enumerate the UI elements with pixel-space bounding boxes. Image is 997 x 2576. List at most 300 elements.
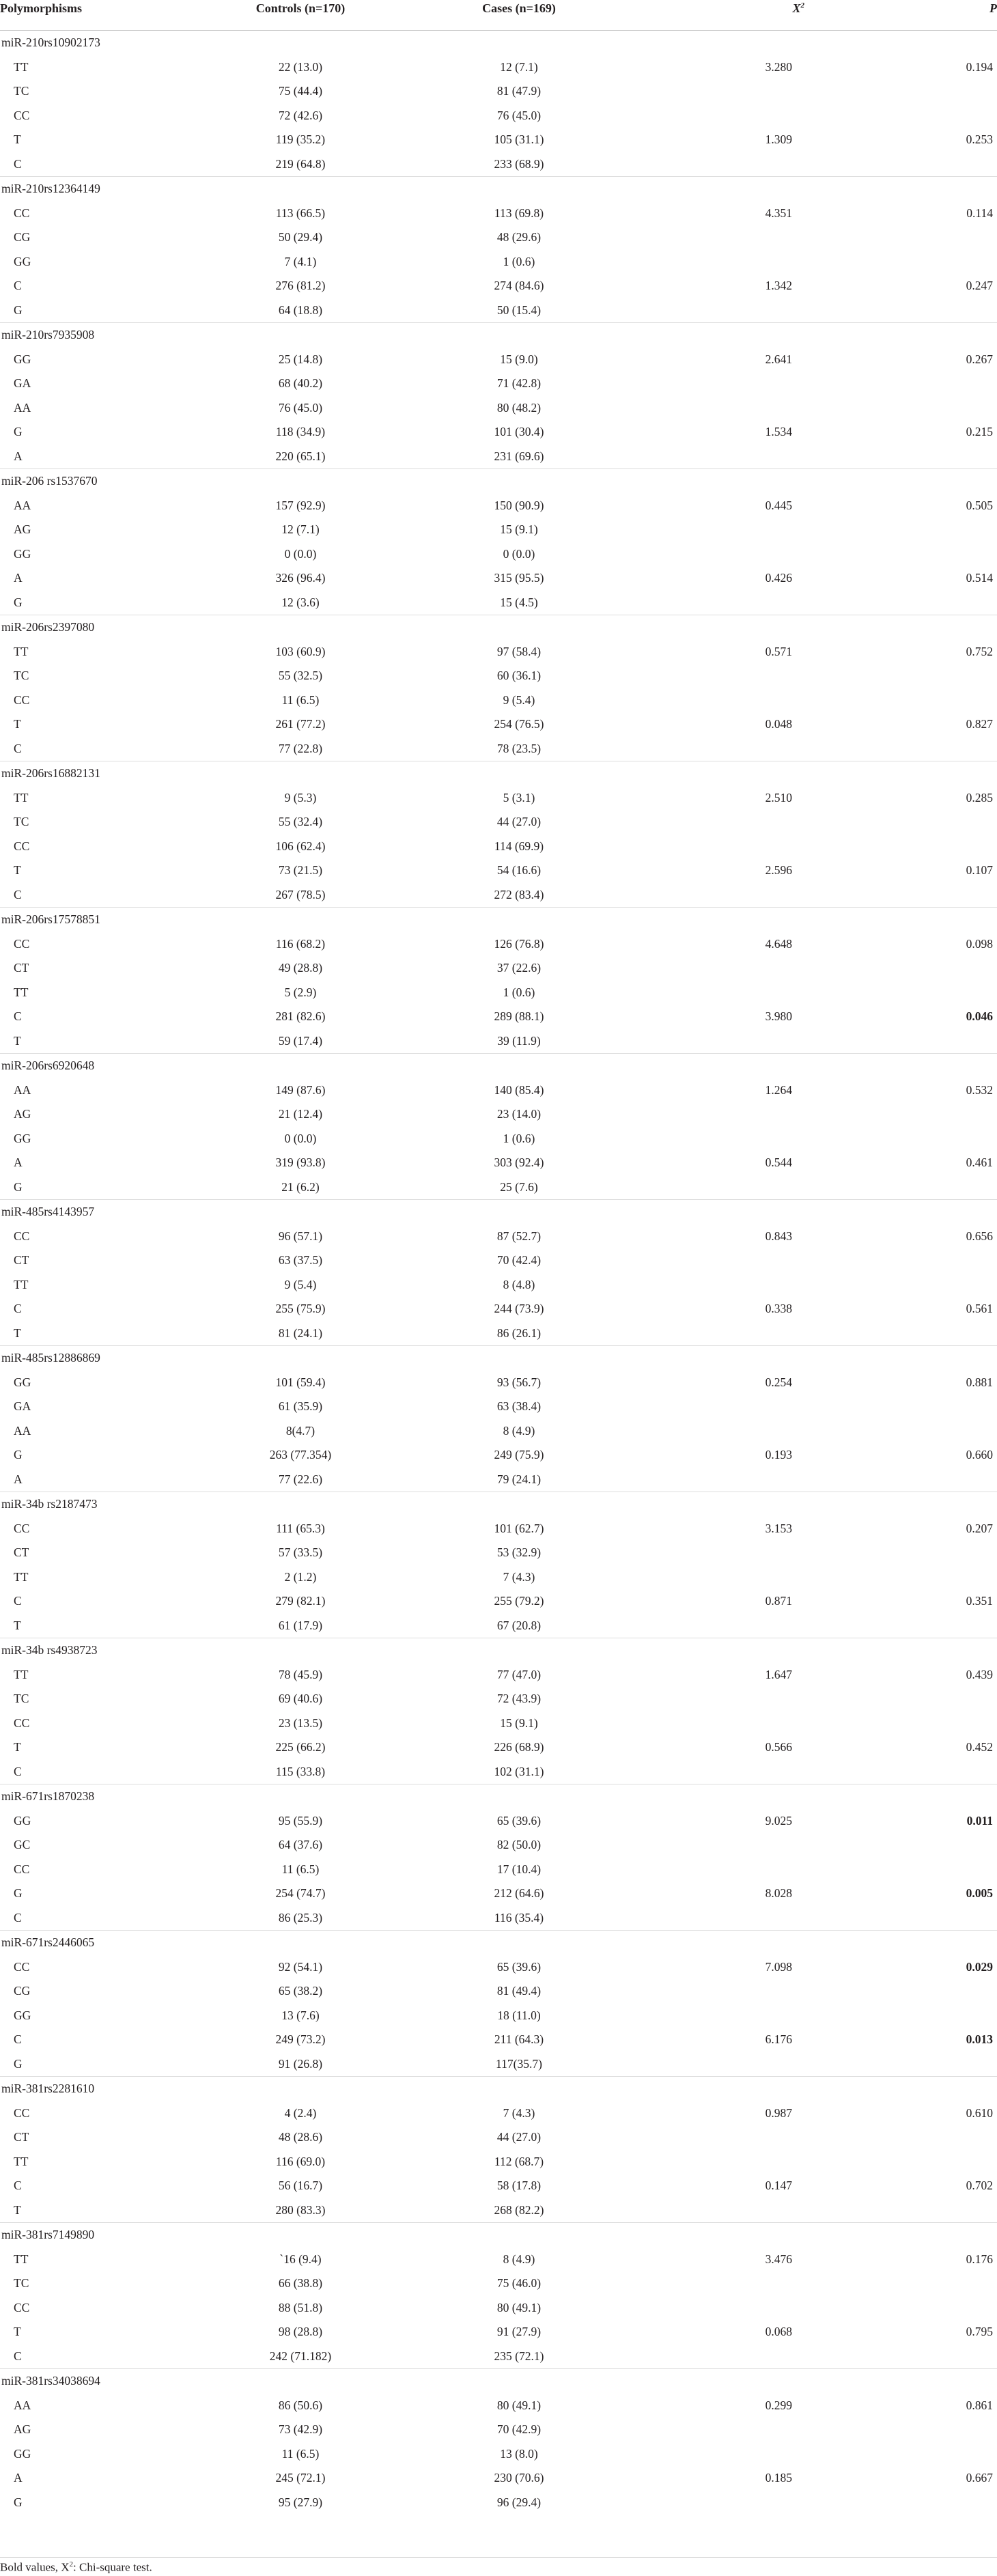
chi-square-cell: 0.426 <box>765 571 792 585</box>
table-header <box>0 0 997 31</box>
chi-square-cell <box>628 2491 840 2515</box>
cases-cell: 112 (68.7) <box>494 2154 544 2168</box>
genotype-cell: GA <box>14 1399 31 1414</box>
controls-cell: 23 (13.5) <box>278 1716 323 1730</box>
polymorphism-name: miR-206 rs1537670 <box>0 469 997 494</box>
cases-cell: 39 (11.9) <box>497 1033 541 1048</box>
genotype-cell: G <box>14 595 23 609</box>
genotype-cell: T <box>14 2202 21 2217</box>
chi-square-cell <box>628 2004 840 2028</box>
polymorphism-name: miR-381rs2281610 <box>0 2077 997 2101</box>
p-value-cell <box>840 2125 997 2150</box>
genotype-cell: A <box>14 449 23 463</box>
table-row <box>0 445 997 469</box>
table-row <box>0 1881 997 1906</box>
table-row <box>0 104 997 128</box>
group-header-row <box>0 2369 997 2394</box>
table-row <box>0 664 997 688</box>
controls-cell: 9 (5.3) <box>284 790 317 804</box>
chi-square-cell: 0.987 <box>765 2105 792 2120</box>
genotype-cell: GG <box>14 254 31 268</box>
controls-cell: 64 (18.8) <box>278 303 323 317</box>
p-value-cell: 0.098 <box>966 936 993 951</box>
polymorphism-name: miR-210rs10902173 <box>0 31 997 55</box>
table-row <box>0 79 997 104</box>
table-row <box>0 225 997 250</box>
polymorphism-name: miR-210rs12364149 <box>0 177 997 201</box>
chi-square-cell <box>628 1858 840 1882</box>
controls-cell: 61 (35.9) <box>278 1399 323 1414</box>
chi-square-cell: 0.445 <box>765 498 792 512</box>
chi-square-cell: 0.338 <box>765 1302 792 1316</box>
p-value-cell <box>840 664 997 688</box>
p-value-cell <box>840 1175 997 1200</box>
cases-cell: 75 (46.0) <box>496 2276 542 2291</box>
controls-cell: 220 (65.1) <box>275 449 326 463</box>
table-row <box>0 2004 997 2028</box>
genotype-cell: C <box>14 887 22 901</box>
header-cases: Cases (n=169) <box>410 0 628 31</box>
p-value-cell <box>840 1541 997 1565</box>
cases-cell: 7 (4.3) <box>503 1569 535 1584</box>
genotype-cell: C <box>14 1009 22 1024</box>
cases-cell: 7 (4.3) <box>503 2105 535 2120</box>
genotype-cell: C <box>14 1594 22 1608</box>
chi-square-cell: 0.299 <box>765 2398 792 2412</box>
cases-cell: 93 (56.7) <box>496 1375 542 1389</box>
p-value-cell: 0.046 <box>966 1009 993 1024</box>
cases-cell: 91 (27.9) <box>496 2325 542 2339</box>
table-row <box>0 542 997 567</box>
p-value-cell <box>840 2052 997 2077</box>
cases-cell: 44 (27.0) <box>496 815 542 829</box>
table-row <box>0 2320 997 2344</box>
group-header-row <box>0 761 997 786</box>
cases-cell: 255 (79.2) <box>494 1594 544 1608</box>
cases-cell: 212 (64.6) <box>494 1886 544 1901</box>
table-row <box>0 1809 997 1834</box>
controls-cell: 21 (12.4) <box>278 1107 323 1121</box>
chi-square-cell <box>628 2271 840 2296</box>
p-value-cell: 0.610 <box>966 2105 993 2120</box>
table-row <box>0 1224 997 1249</box>
genotype-cell: T <box>14 1618 21 1632</box>
cases-cell: 235 (72.1) <box>494 2349 544 2363</box>
chi-square-cell <box>628 79 840 104</box>
polymorphism-name: miR-671rs2446065 <box>0 1931 997 1955</box>
p-value-cell: 0.194 <box>966 59 993 74</box>
genotype-cell: CC <box>14 692 30 707</box>
controls-cell: 279 (82.1) <box>275 1594 326 1608</box>
controls-cell: 50 (29.4) <box>278 230 323 244</box>
p-value-cell: 0.351 <box>966 1594 993 1608</box>
controls-cell: 49 (28.8) <box>278 961 323 975</box>
group-header-row <box>0 323 997 348</box>
chi-square-cell <box>628 1687 840 1711</box>
cases-cell: 315 (95.5) <box>494 571 544 585</box>
genotype-cell: AA <box>14 400 31 415</box>
polymorphism-name: miR-485rs12886869 <box>0 1346 997 1371</box>
genotype-cell: T <box>14 2325 21 2339</box>
table-body <box>0 31 997 2515</box>
cases-cell: 230 (70.6) <box>494 2471 544 2485</box>
chi-square-cell: 0.871 <box>765 1594 792 1608</box>
group-header-row <box>0 31 997 55</box>
chi-square-cell: 1.342 <box>765 279 792 293</box>
table-row <box>0 1614 997 1638</box>
chi-square-cell <box>628 1102 840 1127</box>
genotype-cell: CG <box>14 1984 31 1998</box>
p-value-cell: 0.827 <box>966 717 993 731</box>
chi-square-cell <box>628 688 840 713</box>
controls-cell: 25 (14.8) <box>278 352 323 366</box>
p-value-cell <box>840 737 997 761</box>
genotype-cell: T <box>14 1740 21 1754</box>
table-row <box>0 1663 997 1688</box>
cases-cell: 81 (47.9) <box>496 84 542 98</box>
controls-cell: 77 (22.6) <box>278 1472 323 1486</box>
table-row <box>0 2028 997 2052</box>
table-row <box>0 981 997 1005</box>
genotype-cell: G <box>14 303 23 317</box>
cases-cell: 105 (31.1) <box>494 132 544 147</box>
p-value-cell <box>840 810 997 835</box>
group-header-row <box>0 1054 997 1078</box>
controls-cell: 22 (13.0) <box>278 59 323 74</box>
cases-cell: 12 (7.1) <box>500 59 538 74</box>
genotype-cell: AG <box>14 522 31 537</box>
cases-cell: 150 (90.9) <box>494 498 544 512</box>
cases-cell: 50 (15.4) <box>496 303 542 317</box>
controls-cell: 77 (22.8) <box>278 741 323 755</box>
genotype-cell: TC <box>14 84 29 98</box>
genotype-cell: G <box>14 2056 23 2071</box>
genotype-cell: T <box>14 717 21 731</box>
chi-square-cell: 2.596 <box>765 863 792 878</box>
controls-cell: 326 (96.4) <box>275 571 326 585</box>
p-value-cell <box>840 1127 997 1151</box>
genotype-cell: TT <box>14 59 29 74</box>
controls-cell: 69 (40.6) <box>278 1692 323 1706</box>
polymorphism-name: miR-671rs1870238 <box>0 1784 997 1809</box>
controls-cell: 64 (37.6) <box>278 1838 323 1852</box>
genotype-cell: GA <box>14 376 31 391</box>
genotype-cell: GC <box>14 1838 31 1852</box>
table-row <box>0 1955 997 1980</box>
chi-square-cell <box>628 445 840 469</box>
controls-cell: 255 (75.9) <box>275 1302 326 1316</box>
p-value-cell: 0.107 <box>966 863 993 878</box>
p-value-cell <box>840 2442 997 2467</box>
p-value-cell: 0.253 <box>966 132 993 147</box>
chi-square-cell: 3.153 <box>765 1521 792 1535</box>
cases-cell: 80 (49.1) <box>496 2398 542 2412</box>
cases-cell: 231 (69.6) <box>494 449 544 463</box>
cases-cell: 96 (29.4) <box>496 2495 542 2509</box>
p-value-cell <box>840 1858 997 1882</box>
genotype-cell: CT <box>14 961 29 975</box>
controls-cell: 261 (77.2) <box>275 717 326 731</box>
polymorphism-name: miR-206rs6920648 <box>0 1054 997 1078</box>
controls-cell: 4 (2.4) <box>284 2105 317 2120</box>
genotype-cell: A <box>14 1472 23 1486</box>
table-row <box>0 1151 997 1175</box>
table-row <box>0 1078 997 1103</box>
chi-square-cell <box>628 664 840 688</box>
chi-square-cell: 0.566 <box>765 1740 792 1754</box>
table-row <box>0 1833 997 1858</box>
p-value-cell: 0.461 <box>966 1156 993 1170</box>
controls-cell: 91 (26.8) <box>278 2056 323 2071</box>
p-value-cell <box>840 298 997 323</box>
controls-cell: 63 (37.5) <box>278 1253 323 1268</box>
p-value-cell: 0.439 <box>966 1667 993 1681</box>
p-value-cell <box>840 956 997 981</box>
chi-square-cell <box>628 2344 840 2369</box>
table-row <box>0 1102 997 1127</box>
footnote-suffix: : Chi-square test. <box>73 2560 152 2574</box>
header-p-value: P <box>840 0 997 31</box>
chi-square-cell <box>628 1906 840 1931</box>
controls-cell: 78 (45.9) <box>278 1667 323 1681</box>
genotype-cell: C <box>14 741 22 755</box>
genotype-cell: CG <box>14 230 31 244</box>
table-row <box>0 55 997 80</box>
cases-cell: 289 (88.1) <box>494 1009 544 1024</box>
footnote-prefix: Bold values, X <box>0 2560 70 2574</box>
genotype-cell: TT <box>14 790 29 804</box>
header-chi-square <box>628 0 840 31</box>
group-header-row <box>0 1200 997 1224</box>
cases-cell: 8 (4.9) <box>503 1423 535 1438</box>
p-value-cell <box>840 372 997 396</box>
table-row <box>0 1321 997 1346</box>
table-row <box>0 932 997 957</box>
cases-cell: 126 (76.8) <box>494 936 544 951</box>
table-row <box>0 1419 997 1444</box>
genotype-cell: GG <box>14 2008 31 2022</box>
group-header-row <box>0 1784 997 1809</box>
chi-square-cell <box>628 1833 840 1858</box>
cases-cell: 23 (14.0) <box>496 1107 542 1121</box>
cases-cell: 25 (7.6) <box>500 1179 538 1194</box>
cases-cell: 18 (11.0) <box>497 2008 541 2022</box>
p-value-cell <box>840 2198 997 2223</box>
chi-square-cell: 1.647 <box>765 1667 792 1681</box>
polymorphism-name: miR-34b rs2187473 <box>0 1492 997 1517</box>
cases-cell: 54 (16.6) <box>496 863 542 878</box>
controls-cell: 263 (77.354) <box>269 1448 332 1462</box>
genotype-cell: TC <box>14 669 29 683</box>
cases-cell: 117(35.7) <box>496 2056 542 2071</box>
p-value-cell <box>840 1687 997 1711</box>
controls-cell: 73 (42.9) <box>278 2422 323 2437</box>
cases-cell: 226 (68.9) <box>494 1740 544 1754</box>
controls-cell: 116 (68.2) <box>275 936 326 951</box>
cases-cell: 268 (82.2) <box>494 2202 544 2217</box>
genotype-cell: G <box>14 2495 23 2509</box>
chi-square-cell <box>628 1565 840 1590</box>
chi-square-cell: 7.098 <box>765 1959 792 1974</box>
table-row <box>0 2418 997 2442</box>
cases-cell: 15 (9.1) <box>500 522 538 537</box>
chi-square-cell <box>628 1273 840 1298</box>
cases-cell: 249 (75.9) <box>494 1448 544 1462</box>
p-value-cell <box>840 688 997 713</box>
p-value-cell <box>840 152 997 177</box>
polymorphism-name: miR-206rs17578851 <box>0 908 997 932</box>
p-value-cell <box>840 1614 997 1638</box>
table-row <box>0 1005 997 1029</box>
cases-cell: 0 (0.0) <box>503 546 535 561</box>
table-row <box>0 420 997 445</box>
chi-square-cell <box>628 298 840 323</box>
controls-cell: 11 (6.5) <box>281 2446 320 2461</box>
p-value-cell <box>840 1833 997 1858</box>
cases-cell: 70 (42.9) <box>496 2422 542 2437</box>
table-row <box>0 1517 997 1541</box>
genotype-cell: T <box>14 132 21 147</box>
cases-cell: 101 (30.4) <box>494 425 544 439</box>
p-value-cell <box>840 591 997 615</box>
chi-square-cell: 0.571 <box>765 644 792 658</box>
p-value-cell: 0.247 <box>966 279 993 293</box>
cases-cell: 58 (17.8) <box>496 2179 542 2193</box>
genotype-cell: AG <box>14 1107 31 1121</box>
genotype-cell: TC <box>14 1692 29 1706</box>
cases-cell: 15 (4.5) <box>500 595 538 609</box>
controls-cell: 9 (5.4) <box>284 1277 317 1291</box>
genotype-cell: TT <box>14 2252 29 2266</box>
table-row <box>0 2344 997 2369</box>
cases-cell: 77 (47.0) <box>496 1667 542 1681</box>
p-value-cell <box>840 2344 997 2369</box>
chi-square-cell <box>628 737 840 761</box>
cases-cell: 80 (49.1) <box>496 2300 542 2314</box>
p-value-cell <box>840 1273 997 1298</box>
table-row <box>0 1248 997 1273</box>
chi-square-cell: 1.264 <box>765 1082 792 1097</box>
genotype-cell: GG <box>14 1375 31 1389</box>
genotype-cell: GG <box>14 1813 31 1828</box>
p-value-cell: 0.207 <box>966 1521 993 1535</box>
cases-cell: 140 (85.4) <box>494 1082 544 1097</box>
genotype-cell: TT <box>14 1667 29 1681</box>
genotype-cell: AA <box>14 498 31 512</box>
cases-cell: 102 (31.1) <box>494 1764 544 1778</box>
genotype-cell: CC <box>14 108 30 122</box>
controls-cell: 0 (0.0) <box>284 1131 317 1145</box>
chi-square-cell <box>628 152 840 177</box>
p-value-cell: 0.114 <box>966 206 993 220</box>
genotype-cell: CC <box>14 1959 30 1974</box>
group-header-row <box>0 1492 997 1517</box>
cases-cell: 80 (48.2) <box>496 400 542 415</box>
table-row <box>0 2271 997 2296</box>
table-row <box>0 712 997 737</box>
chi-square-cell <box>628 1711 840 1736</box>
table-row <box>0 250 997 275</box>
chi-square-cell: 0.193 <box>765 1448 792 1462</box>
p-value-cell <box>840 1711 997 1736</box>
genotype-cell: CT <box>14 1253 29 1268</box>
group-header-row <box>0 908 997 932</box>
p-value-cell: 0.176 <box>966 2252 993 2266</box>
p-value-cell <box>840 2296 997 2321</box>
group-header-row <box>0 1346 997 1371</box>
p-value-cell <box>840 1029 997 1054</box>
controls-cell: 81 (24.1) <box>278 1326 323 1340</box>
cases-cell: 8 (4.8) <box>503 1277 535 1291</box>
controls-cell: 0 (0.0) <box>284 546 317 561</box>
table-row <box>0 1589 997 1614</box>
controls-cell: 281 (82.6) <box>275 1009 326 1024</box>
genotype-cell: GG <box>14 2446 31 2461</box>
chi-square-cell: 1.534 <box>765 425 792 439</box>
cases-cell: 244 (73.9) <box>494 1302 544 1316</box>
chi-square-cell <box>628 1614 840 1638</box>
p-value-cell: 0.005 <box>966 1886 993 1901</box>
table-row <box>0 1395 997 1419</box>
controls-cell: 319 (93.8) <box>275 1156 326 1170</box>
polymorphism-name: miR-381rs7149890 <box>0 2223 997 2248</box>
polymorphism-name: miR-485rs4143957 <box>0 1200 997 1224</box>
controls-cell: 7 (4.1) <box>284 254 317 268</box>
controls-cell: 86 (25.3) <box>278 1910 323 1924</box>
controls-cell: 106 (62.4) <box>275 839 326 853</box>
p-value-cell: 0.452 <box>966 1740 993 1754</box>
p-value-cell: 0.752 <box>966 644 993 658</box>
chi-square-cell: 3.980 <box>765 1009 792 1024</box>
table-row <box>0 494 997 518</box>
table-row <box>0 1711 997 1736</box>
p-value-cell <box>840 396 997 421</box>
controls-cell: 12 (7.1) <box>281 522 320 537</box>
p-value-cell <box>840 1248 997 1273</box>
cases-cell: 274 (84.6) <box>494 279 544 293</box>
cases-cell: 254 (76.5) <box>494 717 544 731</box>
controls-cell: 8(4.7) <box>285 1423 315 1438</box>
chi-square-cell <box>628 835 840 859</box>
table-row <box>0 810 997 835</box>
p-value-cell <box>840 542 997 567</box>
genotype-cell: T <box>14 1033 21 1048</box>
p-value-cell <box>840 1906 997 1931</box>
controls-cell: 113 (66.5) <box>275 206 326 220</box>
genotype-cell: TC <box>14 815 29 829</box>
footnote-sup: 2 <box>69 2560 74 2568</box>
table-row <box>0 1979 997 2004</box>
genotype-cell: CC <box>14 1716 30 1730</box>
chi-square-cell: 4.648 <box>765 936 792 951</box>
controls-cell: 61 (17.9) <box>278 1618 323 1632</box>
chi-square-cell <box>628 591 840 615</box>
chi-square-cell: 0.544 <box>765 1156 792 1170</box>
chi-square-cell <box>628 1468 840 1492</box>
p-value-cell <box>840 1565 997 1590</box>
cases-cell: 82 (50.0) <box>496 1838 542 1852</box>
cases-cell: 44 (27.0) <box>496 2130 542 2144</box>
controls-cell: 66 (38.8) <box>278 2276 323 2291</box>
chi-square-cell <box>628 372 840 396</box>
genotype-cell: A <box>14 2471 23 2485</box>
p-value-cell: 0.561 <box>966 1302 993 1316</box>
controls-cell: 56 (16.7) <box>278 2179 323 2193</box>
genotype-cell: T <box>14 863 21 878</box>
group-header-row <box>0 2077 997 2101</box>
p-value-cell: 0.029 <box>966 1959 993 1974</box>
cases-cell: 15 (9.1) <box>500 1716 538 1730</box>
